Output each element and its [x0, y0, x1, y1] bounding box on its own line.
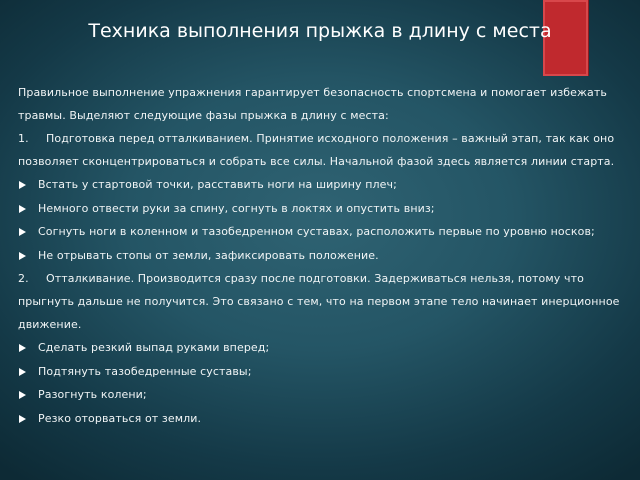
slide-content	[18, 81, 626, 430]
list-item	[18, 244, 626, 268]
list-item-text: Не отрывать стопы от земли, зафиксировать положение.	[38, 248, 379, 262]
list-item-text: Встать у стартовой точки, расставить ноги на ширину плеч;	[38, 178, 397, 191]
list-item	[18, 336, 626, 360]
list-item	[18, 173, 626, 197]
list-item-text: Разогнуть колени;	[38, 388, 147, 401]
list-item-text: Сделать резкий выпад руками вперед;	[38, 341, 270, 354]
list-item-text: Резко оторваться от земли.	[38, 411, 202, 425]
triangle-bullet-icon	[19, 205, 26, 213]
phase-1-number: 1.	[18, 132, 29, 145]
triangle-bullet-icon	[19, 252, 26, 260]
phase-1-paragraph	[18, 127, 626, 173]
phase-2-text: Отталкивание. Производится сразу после подготовки. Задерживаться нельзя, потому что прыгнуть дальше не получится. Это связано с тем, что на первом этапе тело начинает инерционное движение.	[18, 272, 620, 331]
list-item-text: Согнуть ноги в коленном и тазобедренном суставах, расположить первые по уровню носков;	[38, 225, 595, 238]
phase-1-bullet-list	[18, 173, 626, 267]
phase-1-text: Подготовка перед отталкиванием. Принятие исходного положения – важный этап, так как оно позволяет сконцентрироваться и собрать все силы. Начальной фазой здесь является линии старта.	[18, 132, 615, 168]
list-item	[18, 197, 626, 221]
list-item	[18, 407, 626, 431]
triangle-bullet-icon	[19, 415, 26, 423]
slide-title: Техника выполнения прыжка в длину с места	[88, 20, 552, 42]
list-item	[18, 220, 626, 244]
phase-2-number: 2.	[18, 272, 29, 285]
triangle-bullet-icon	[19, 228, 26, 236]
triangle-bullet-icon	[19, 391, 26, 399]
list-item	[18, 360, 626, 384]
phase-2-paragraph	[18, 267, 626, 336]
list-item-text: Подтянуть тазобедренные суставы;	[38, 364, 252, 378]
phase-2-bullet-list	[18, 336, 626, 430]
list-item-text: Немного отвести руки за спину, согнуть в локтях и опустить вниз;	[38, 201, 435, 215]
list-item	[18, 383, 626, 407]
triangle-bullet-icon	[19, 368, 26, 376]
triangle-bullet-icon	[19, 344, 26, 352]
triangle-bullet-icon	[19, 181, 26, 189]
intro-paragraph: Правильное выполнение упражнения гарантирует безопасность спортсмена и помогает избежать травмы. Выделяют следующие фазы прыжка в длину с места:	[18, 86, 607, 122]
